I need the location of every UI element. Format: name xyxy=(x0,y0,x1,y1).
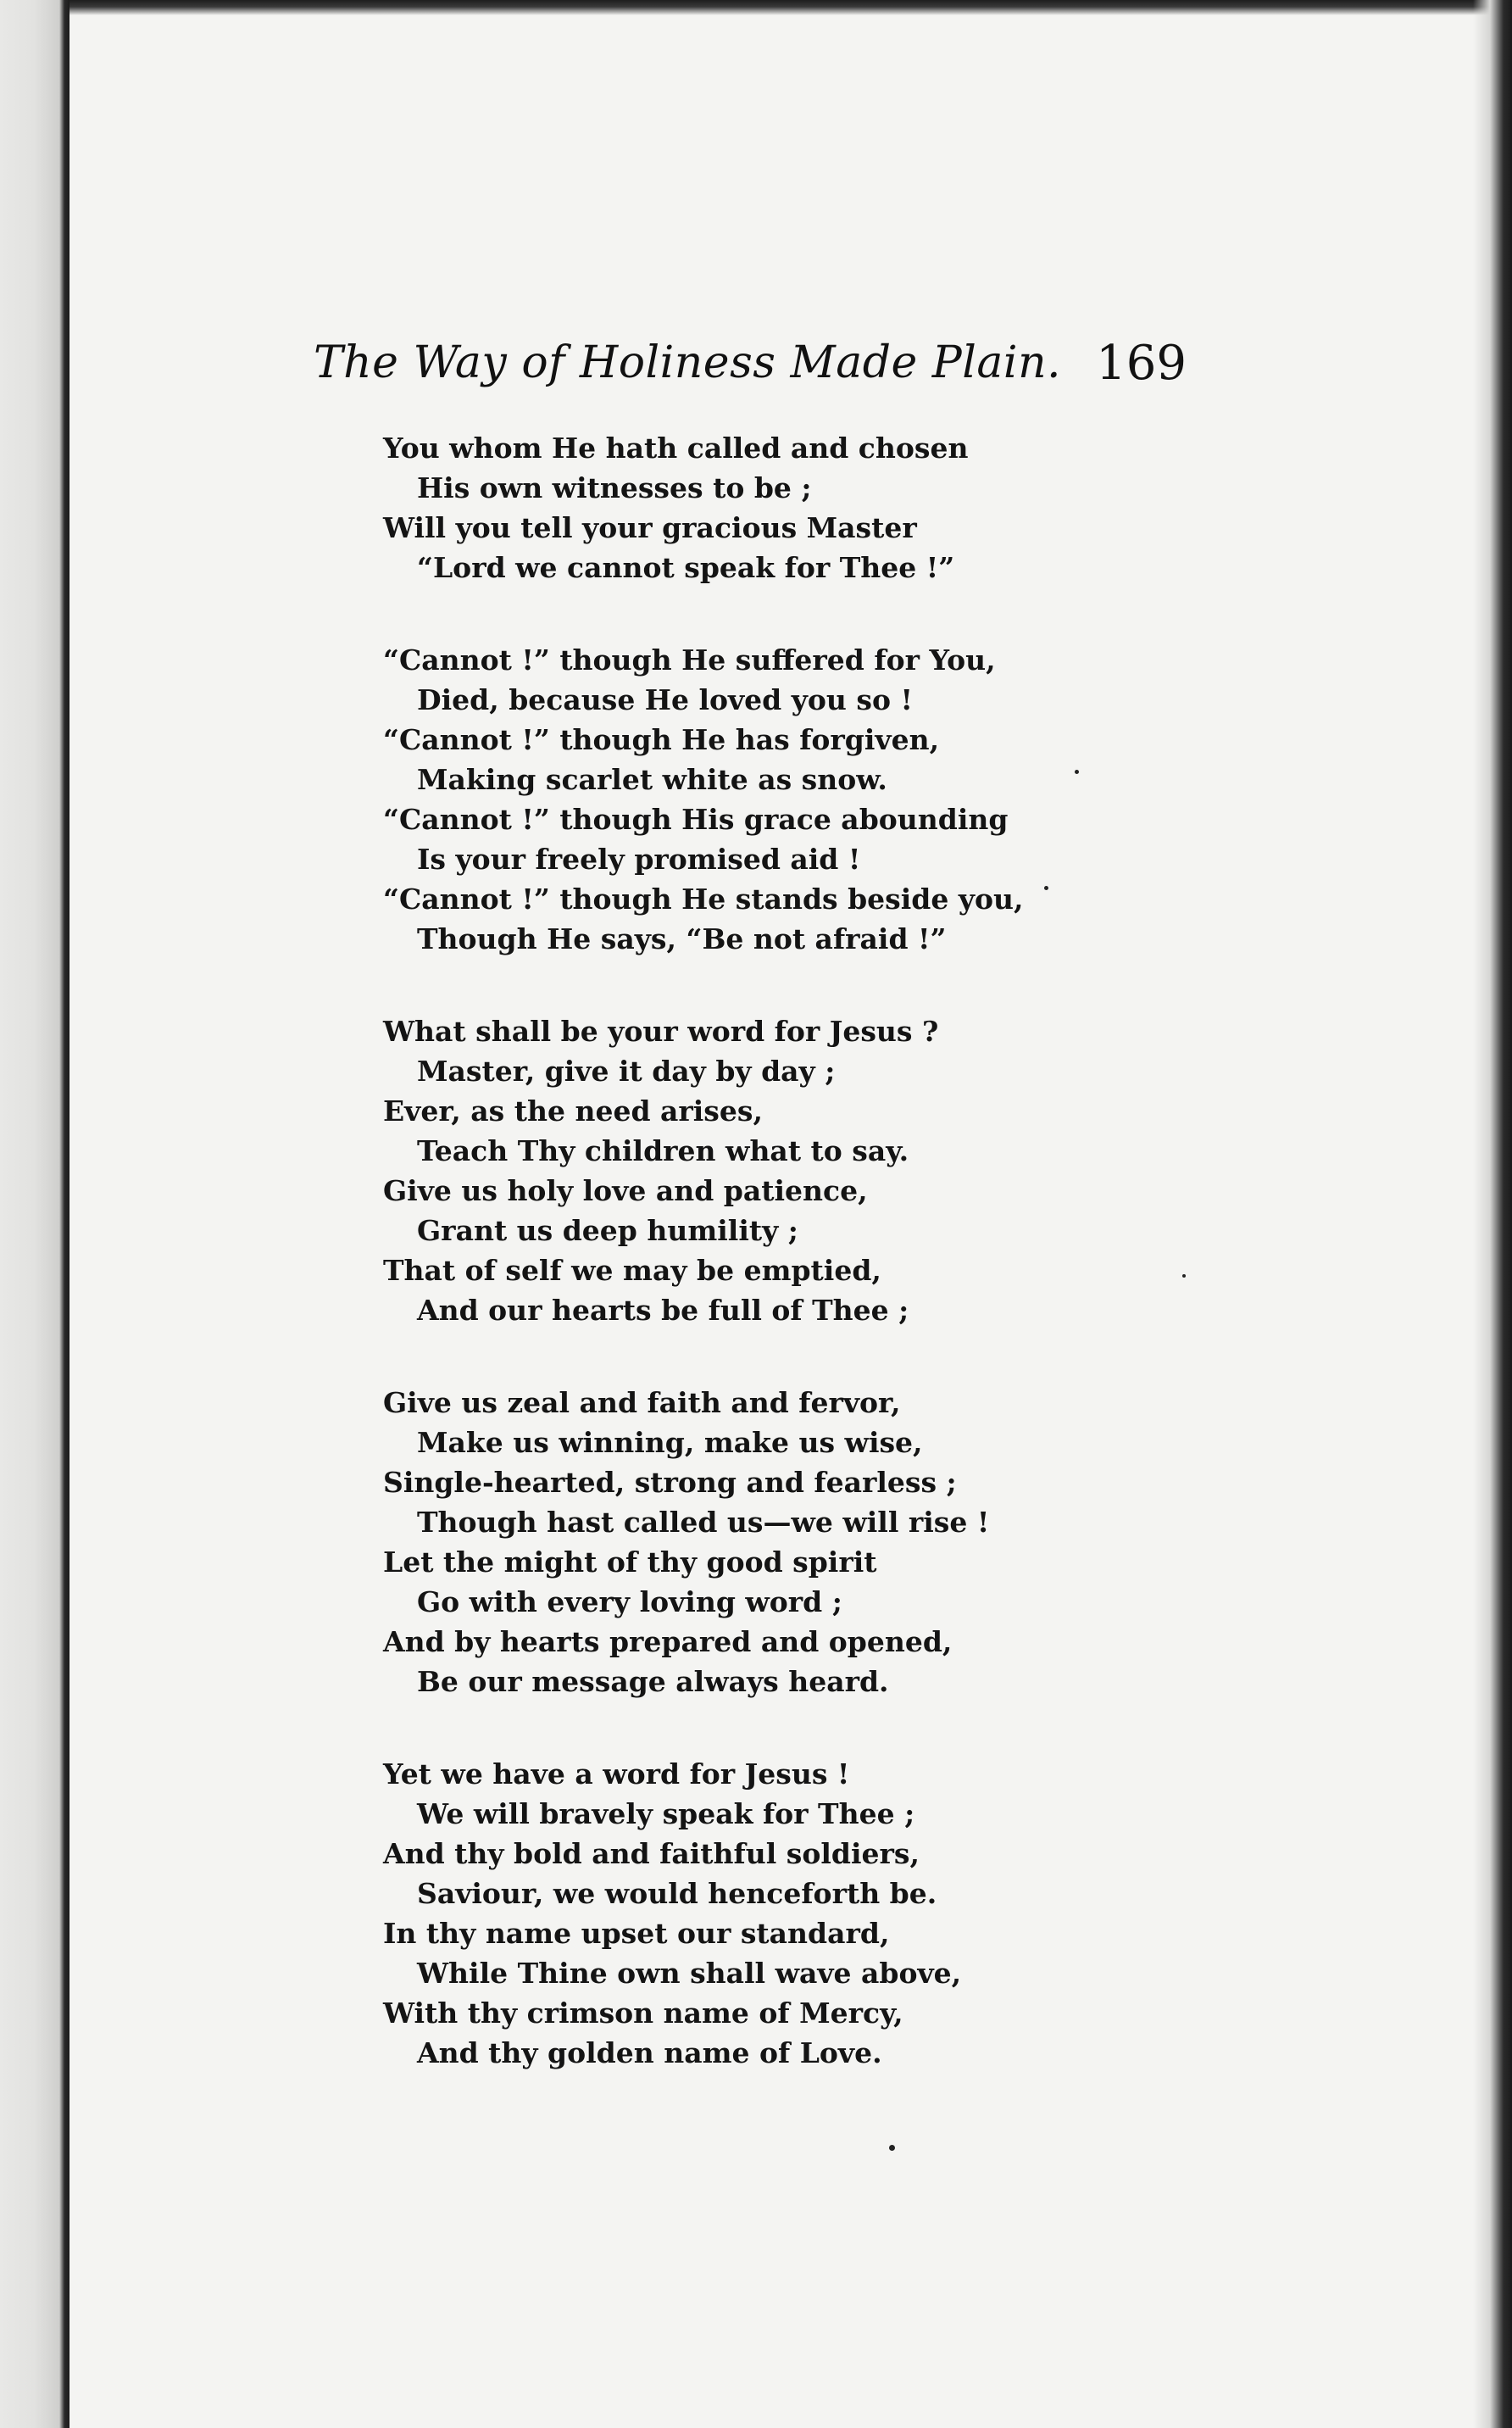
poem-line: And by hearts prepared and opened, xyxy=(383,1625,953,1658)
stanza xyxy=(383,428,1231,588)
poem-line: You whom He hath called and chosen xyxy=(383,432,969,465)
page-header xyxy=(314,329,1187,405)
poem-line: “Cannot !” though His grace abounding xyxy=(383,803,1009,836)
poem-line: Saviour, we would henceforth be. xyxy=(417,1877,937,1910)
page-right-edge xyxy=(1473,0,1512,2428)
poem-line: Will you tell your gracious Master xyxy=(383,511,917,544)
poem-line: We will bravely speak for Thee ; xyxy=(417,1797,915,1830)
running-title: The Way of Holiness Made Plain. xyxy=(314,337,1062,388)
poem-line: Make us winning, make us wise, xyxy=(417,1426,923,1459)
poem-line: Give us zeal and faith and fervor, xyxy=(383,1386,901,1419)
page-number: 169 xyxy=(1096,336,1187,391)
poem-line: Be our message always heard. xyxy=(417,1665,889,1698)
poem-line: His own witnesses to be ; xyxy=(417,471,812,504)
poem-line: Yet we have a word for Jesus ! xyxy=(383,1757,850,1790)
page-top-edge xyxy=(69,0,1512,15)
scan-speck xyxy=(889,2145,895,2151)
poem-line: Teach Thy children what to say. xyxy=(417,1134,909,1167)
poem-line: And our hearts be full of Thee ; xyxy=(417,1294,909,1327)
poem-line: And thy golden name of Love. xyxy=(417,2036,882,2069)
poem-line: Though He says, “Be not afraid !” xyxy=(417,922,947,955)
poem-line: Ever, as the need arises, xyxy=(383,1094,763,1128)
poem-line: Making scarlet white as snow. xyxy=(417,763,887,796)
poem-line: “Cannot !” though He suffered for You, xyxy=(383,643,996,677)
poem-line: Let the might of thy good spirit xyxy=(383,1545,877,1579)
poem-line: Though hast called us—we will rise ! xyxy=(417,1506,990,1539)
stanza xyxy=(383,1383,1231,1701)
scan-speck xyxy=(1075,770,1079,774)
poem-line: While Thine own shall wave above, xyxy=(417,1957,962,1990)
stanza xyxy=(383,640,1231,959)
stanza xyxy=(383,1011,1231,1330)
poem-line: “Cannot !” though He has forgiven, xyxy=(383,723,940,756)
poem-line: And thy bold and faithful soldiers, xyxy=(383,1837,920,1870)
poem-line: Single-hearted, strong and fearless ; xyxy=(383,1466,957,1499)
poem-line: Is your freely promised aid ! xyxy=(417,843,861,876)
poem-line: Give us holy love and patience, xyxy=(383,1174,868,1207)
poem-line: With thy crimson name of Mercy, xyxy=(383,1996,903,2030)
poem-line: “Lord we cannot speak for Thee !” xyxy=(417,551,955,584)
poem-line: Died, because He loved you so ! xyxy=(417,683,913,716)
poem-line: That of self we may be emptied, xyxy=(383,1254,881,1287)
page-binding-shadow xyxy=(0,0,69,2428)
poem-line: Grant us deep humility ; xyxy=(417,1214,798,1247)
scan-speck xyxy=(1044,886,1048,890)
scan-speck xyxy=(1182,1274,1186,1278)
poem-line: “Cannot !” though He stands beside you, xyxy=(383,883,1024,916)
poem-line: Go with every loving word ; xyxy=(417,1585,842,1618)
poem-line: In thy name upset our standard, xyxy=(383,1917,890,1950)
poem-line: Master, give it day by day ; xyxy=(417,1055,836,1088)
poem-body xyxy=(383,428,1231,2125)
stanza xyxy=(383,1754,1231,2073)
poem-line: What shall be your word for Jesus ? xyxy=(383,1015,939,1048)
